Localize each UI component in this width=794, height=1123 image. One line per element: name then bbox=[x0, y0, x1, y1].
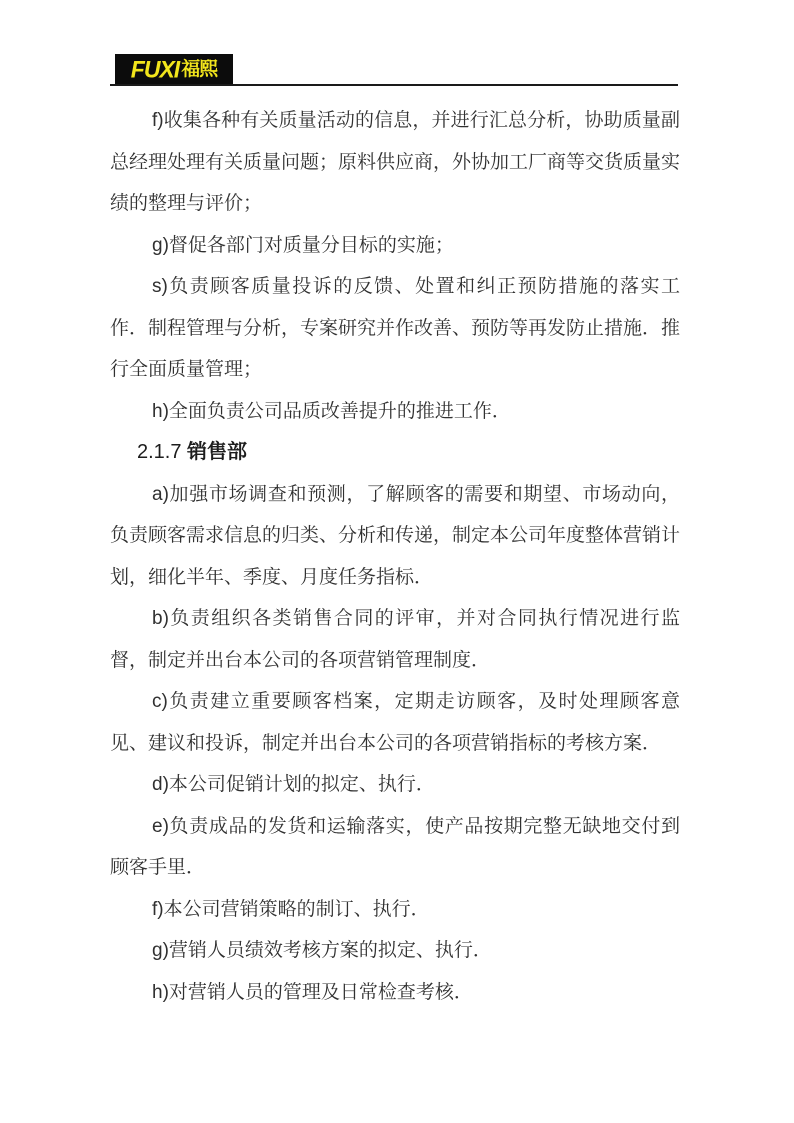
paragraph: e)负责成品的发货和运输落实，使产品按期完整无缺地交付到顾客手里． bbox=[110, 815, 680, 878]
heading-number: 2.1.7 bbox=[137, 441, 188, 463]
logo-text-cjk: 福熙 bbox=[181, 58, 218, 80]
heading-title: 销售部 bbox=[187, 441, 248, 463]
paragraph: g)督促各部门对质量分目标的实施； bbox=[152, 234, 454, 256]
paragraph: s)负责顾客质量投诉的反馈、处置和纠正预防措施的落实工作．制程管理与分析，专案研究并作改善、预防等再发防止措施．推行全面质量管理； bbox=[110, 276, 681, 380]
paragraph: c)负责建立重要顾客档案，定期走访顾客，及时处理顾客意见、建议和投诉，制定并出台本公司的各项营销指标的考核方案． bbox=[110, 691, 680, 754]
paragraph: h)全面负责公司品质改善提升的推进工作． bbox=[152, 400, 511, 422]
logo-text-latin: FUXI bbox=[130, 54, 180, 83]
paragraph: f)收集各种有关质量活动的信息，并进行汇总分析，协助质量副总经理处理有关质量问题；原料供应商，外协加工厂商等交货质量实绩的整理与评价； bbox=[110, 110, 681, 214]
paragraph: g)营销人员绩效考核方案的拟定、执行． bbox=[152, 940, 492, 961]
paragraph: a)加强市场调查和预测，了解顾客的需要和期望、市场动向，负责顾客需求信息的归类、分析和传递，制定本公司年度整体营销计划，细化半年、季度、月度任务指标． bbox=[110, 483, 681, 588]
company-logo bbox=[115, 54, 233, 84]
header-divider-line bbox=[110, 84, 678, 86]
paragraph: f)本公司营销策略的制订、执行． bbox=[152, 898, 430, 920]
document-body bbox=[110, 100, 680, 1013]
paragraph: d)本公司促销计划的拟定、执行． bbox=[152, 774, 435, 795]
paragraph: b)负责组织各类销售合同的评审，并对合同执行情况进行监督，制定并出台本公司的各项营销管理制度． bbox=[110, 608, 680, 671]
paragraph: h)对营销人员的管理及日常检查考核． bbox=[152, 981, 473, 1003]
section-heading bbox=[110, 432, 680, 474]
